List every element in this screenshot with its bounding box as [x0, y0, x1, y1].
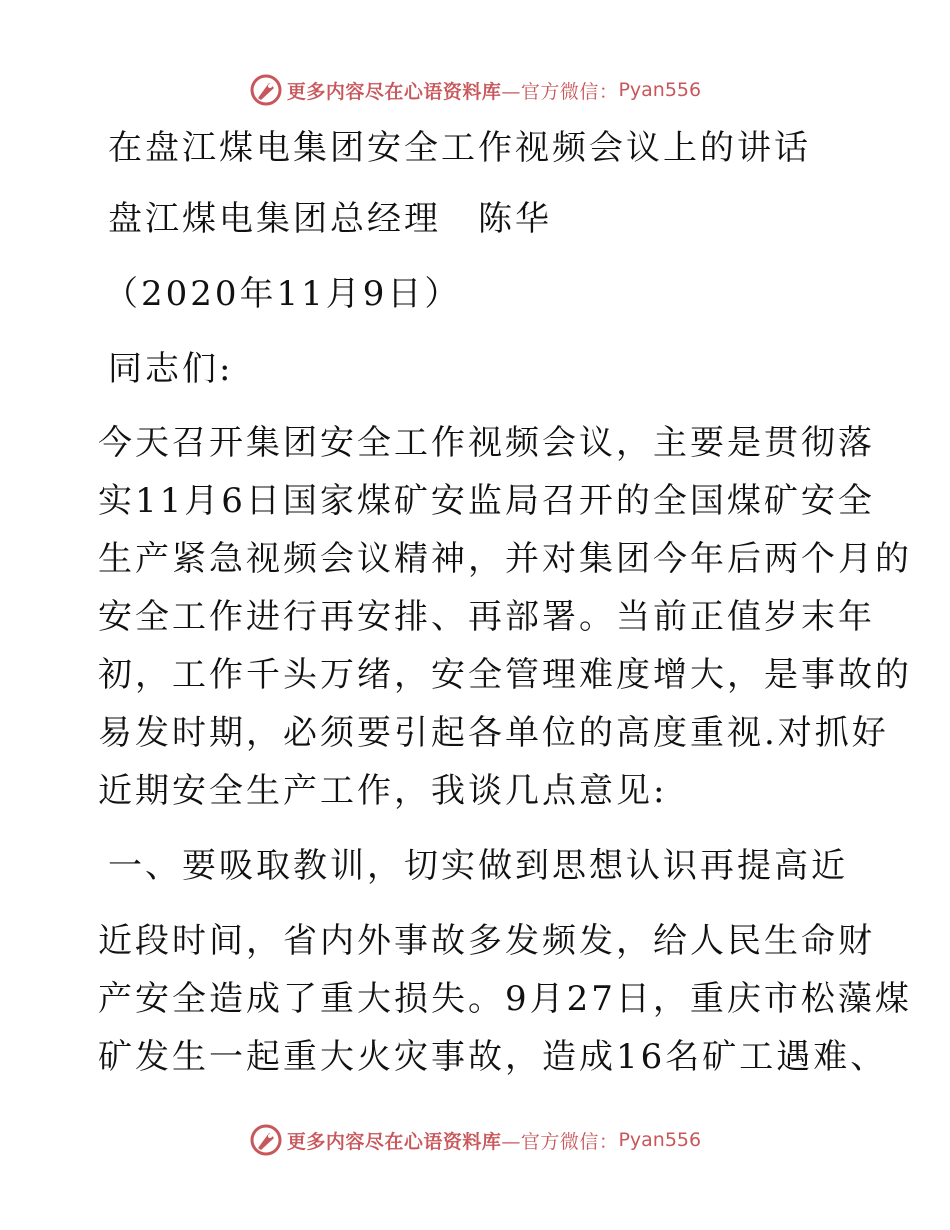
- paragraph-line: 初，工作千头万绪，安全管理难度增大，是事故的: [98, 655, 912, 695]
- section-heading: 一、要吸取教训，切实做到思想认识再提高近: [108, 846, 848, 886]
- salutation: 同志们:: [108, 349, 234, 389]
- paragraph-line: 安全工作进行再安排、再部署。当前正值岁末年: [98, 597, 875, 637]
- watermark-main-text: 更多内容尽在心语资料库: [286, 80, 502, 103]
- paragraph-line: 产安全造成了重大损失。9月27日，重庆市松藻煤: [98, 979, 912, 1019]
- watermark-bottom: [0, 1120, 950, 1160]
- paragraph-line: 实11月6日国家煤矿安监局召开的全国煤矿安全: [98, 481, 875, 521]
- paragraph-line: 易发时期，必须要引起各单位的高度重视.对抓好: [98, 713, 889, 753]
- document-author: 盘江煤电集团总经理 陈华: [108, 199, 552, 239]
- pen-nib-logo-icon: [249, 1123, 283, 1157]
- paragraph-line: 近期安全生产工作，我谈几点意见:: [98, 771, 668, 811]
- paragraph-line: 生产紧急视频会议精神，并对集团今年后两个月的: [98, 539, 912, 579]
- document-date: （2020年11月9日）: [104, 274, 462, 314]
- pen-nib-logo-icon: [249, 73, 283, 107]
- watermark-id: Pyan556: [618, 1129, 702, 1151]
- watermark-id: Pyan556: [618, 79, 702, 101]
- watermark-side-text: —官方微信：: [501, 1130, 619, 1153]
- watermark-main-text: 更多内容尽在心语资料库: [286, 1130, 502, 1153]
- paragraph-line: 近段时间，省内外事故多发频发，给人民生命财: [98, 921, 875, 961]
- paragraph-line: 今天召开集团安全工作视频会议，主要是贯彻落: [98, 423, 875, 463]
- paragraph-line: 矿发生一起重大火灾事故，造成16名矿工遇难、: [98, 1037, 888, 1077]
- watermark-top: [0, 70, 950, 110]
- document-title: 在盘江煤电集团安全工作视频会议上的讲话: [108, 128, 811, 168]
- watermark-side-text: —官方微信：: [501, 80, 619, 103]
